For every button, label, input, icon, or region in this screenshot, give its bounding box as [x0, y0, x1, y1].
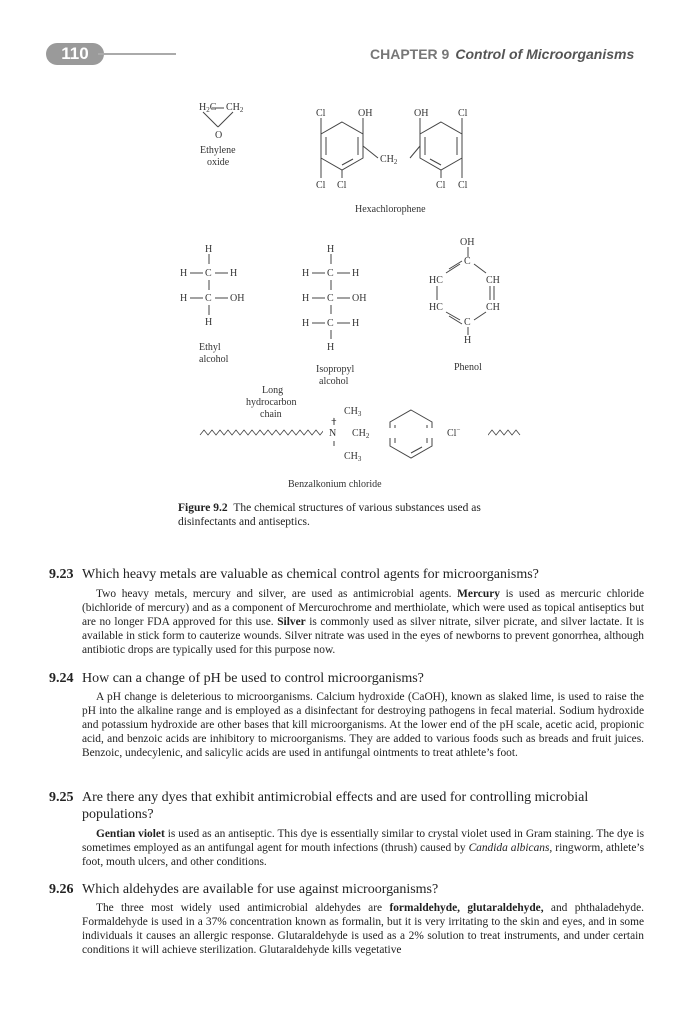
- ethyl-alcohol-name-1: Ethyl: [199, 342, 221, 353]
- ethyl-oh: OH: [230, 293, 245, 304]
- benz-plus: +: [331, 416, 337, 427]
- question-9-25: [49, 789, 644, 823]
- phenol-hc-left2: HC: [429, 302, 443, 313]
- hex-oh-1: OH: [358, 108, 373, 119]
- question-number: 9.24: [49, 671, 74, 686]
- iso-h-l1: H: [302, 268, 310, 279]
- answer-text: is used as an antiseptic. This dye is essentially similar to crystal violet used in Gram staining. The dye is sometimes employed as an antifungal agent for mouth infections (thrush) caused by: [82, 828, 645, 854]
- answer-italic-term: Candida albicans,: [468, 842, 553, 854]
- answer-bold-term: formaldehyde, glutaraldehyde,: [389, 902, 544, 914]
- question-number: 9.23: [49, 567, 74, 582]
- ethylene-oxide-name-1: Ethylene: [200, 145, 236, 156]
- ethyl-h-left2: H: [180, 293, 188, 304]
- answer-text: is commonly used as silver nitrate, silver picrate, and silver lactate. It is available in stick form to cauterize wounds. Silver nitrate was used in the eyes of newborns to prevent gonorrhea, although antibiotic drops are typically used for this purpose now.: [82, 616, 644, 656]
- ethyl-h-top: H: [205, 244, 213, 255]
- phenol-h: H: [464, 335, 472, 346]
- question-text: Are there any dyes that exhibit antimicrobial effects and are used for controlling microbial populations?: [82, 790, 589, 822]
- figure-caption-text: The chemical structures of various substances used as disinfectants and antiseptics.: [178, 502, 481, 528]
- iso-oh: OH: [352, 293, 367, 304]
- benz-cl: Cl−: [447, 426, 461, 439]
- figure-caption-label: Figure 9.2: [178, 502, 228, 514]
- question-text: How can a change of pH be used to control microorganisms?: [82, 671, 424, 686]
- benz-ch3-bottom: $CH_3$: [344, 451, 362, 463]
- phenol-c-bottom: C: [464, 317, 471, 328]
- iso-c2: C: [327, 293, 334, 304]
- answer-text: The three most widely used antimicrobial aldehydes are: [96, 902, 390, 914]
- question-9-24: [49, 670, 644, 687]
- iso-h-bottom: H: [327, 342, 335, 353]
- phenol-name: Phenol: [454, 362, 482, 373]
- ethylene-oxide-label-o: O: [215, 130, 223, 141]
- benzalkonium-name: Benzalkonium chloride: [288, 479, 382, 490]
- answer-9-25: [82, 827, 644, 869]
- ethylene-oxide-label-h2c: $H_2C$: [199, 102, 217, 114]
- answer-bold-term: Gentian violet: [96, 828, 165, 840]
- long-chain-label-3: chain: [260, 409, 282, 420]
- answer-bold-term: Silver: [277, 616, 306, 628]
- question-9-23: [49, 566, 644, 583]
- isopropyl-alcohol-name-2: alcohol: [319, 376, 349, 387]
- phenol-oh: OH: [460, 237, 475, 248]
- iso-c3: C: [327, 318, 334, 329]
- phenol-ch-right1: CH: [486, 275, 500, 286]
- long-chain-label-2: hydrocarbon: [246, 397, 297, 408]
- ethyl-c1: C: [205, 268, 212, 279]
- iso-h-l3: H: [302, 318, 310, 329]
- hex-cl-2: Cl: [458, 108, 468, 119]
- question-text: Which heavy metals are valuable as chemical control agents for microorganisms?: [82, 567, 539, 582]
- page-number: 110: [61, 44, 89, 63]
- hex-cl-1: Cl: [316, 108, 326, 119]
- hex-oh-2: OH: [414, 108, 429, 119]
- ethyl-c2: C: [205, 293, 212, 304]
- phenol-c-top: C: [464, 256, 471, 267]
- answer-text: and phthaladehyde. Formaldehyde is used in a 37% concentration known as formalin, but it is very irritating to the skin and eyes, and in some individuals it causes an allergic response. Glutaraldehyde is used as a 2% solution to treat instruments, and under certain conditions it will achieve sterilization. Glutaraldehyde kills vegetative: [82, 902, 644, 956]
- chemical-structures-figure: [0, 0, 683, 500]
- benz-n: N: [329, 428, 337, 439]
- hexachlorophene-name: Hexachlorophene: [355, 204, 426, 215]
- answer-9-23: [82, 587, 644, 657]
- question-number: 9.26: [49, 882, 74, 897]
- chapter-number: CHAPTER 9: [370, 46, 450, 62]
- benz-ch3-top: $CH_3$: [344, 406, 362, 418]
- benz-ch2: $CH_2$: [352, 428, 370, 440]
- question-text: Which aldehydes are available for use against microorganisms?: [82, 882, 439, 897]
- phenol-hc-left1: HC: [429, 275, 443, 286]
- hex-ch2: $CH_2$: [380, 154, 398, 166]
- question-number: 9.25: [49, 790, 74, 805]
- iso-h-l2: H: [302, 293, 310, 304]
- question-9-26: [49, 881, 644, 898]
- answer-9-24: A pH change is deleterious to microorganisms. Calcium hydroxide (CaOH), known as slaked lime, is used to raise the pH into the alkaline range and is employed as a disinfectant for destroying pathogens in fecal material. Sodium hydroxide and potassium hydroxide are other bases that kill microorganisms. At the lower end of the pH scale, acetic acid, propionic acid, and benzoic acids are inhibitory to microorganisms. They are added to various foods such as breads and fruit juices. Benzoic, undecylenic, and salicylic acids are used in antifungal ointments to treat athlete’s foot.: [82, 691, 644, 759]
- hex-cl-5: Cl: [436, 180, 446, 191]
- ethyl-h-right1: H: [230, 268, 238, 279]
- figure-caption: [178, 501, 528, 529]
- chapter-title: Control of Microorganisms: [455, 46, 635, 62]
- phenol-ch-right2: CH: [486, 302, 500, 313]
- answer-text: is used as mercuric chloride (bichloride of mercury) and as a component of Mercurochrome and merthiolate, which were used as topical antiseptics but are no longer FDA approved for this use.: [82, 588, 644, 628]
- answer-text: ringworm, athlete’s foot, mouth ulcers, and other conditions.: [82, 842, 645, 868]
- isopropyl-alcohol-name-1: Isopropyl: [316, 364, 355, 375]
- ethyl-h-bottom: H: [205, 317, 213, 328]
- answer-9-26: [82, 901, 644, 957]
- ethyl-alcohol-name-2: alcohol: [199, 354, 229, 365]
- answer-bold-term: Mercury: [457, 588, 500, 600]
- hex-cl-4: Cl: [337, 180, 347, 191]
- iso-h-top: H: [327, 244, 335, 255]
- iso-h-r3: H: [352, 318, 360, 329]
- iso-c1: C: [327, 268, 334, 279]
- ethylene-oxide-label-ch2: $CH_2$: [226, 102, 244, 114]
- hex-cl-3: Cl: [316, 180, 326, 191]
- ethyl-h-left1: H: [180, 268, 188, 279]
- answer-text: Two heavy metals, mercury and silver, are used as antimicrobial agents.: [96, 588, 458, 600]
- ethylene-oxide-name-2: oxide: [207, 157, 230, 168]
- long-chain-label-1: Long: [262, 385, 284, 396]
- hex-cl-6: Cl: [458, 180, 468, 191]
- iso-h-r1: H: [352, 268, 360, 279]
